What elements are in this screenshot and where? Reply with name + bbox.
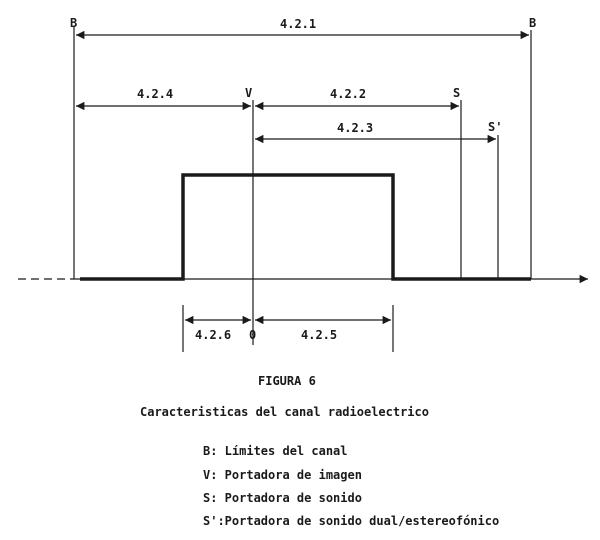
dim-label-424: 4.2.4: [137, 87, 174, 101]
label-zero: 0: [249, 328, 257, 342]
legend-item: S: Portadora de sonido: [203, 491, 362, 505]
label-s: S: [453, 86, 461, 100]
label-b-left: B: [70, 16, 78, 30]
legend-item: V: Portadora de imagen: [203, 468, 362, 482]
dim-label-423: 4.2.3: [337, 121, 374, 135]
label-s-prime: S': [488, 120, 503, 134]
dim-label-426: 4.2.6: [195, 328, 232, 342]
dim-label-422: 4.2.2: [330, 87, 367, 101]
figure-title: Caracteristicas del canal radioelectrico: [140, 405, 429, 419]
legend-item: S':Portadora de sonido dual/estereofónico: [203, 514, 500, 528]
label-v: V: [245, 86, 253, 100]
figure-number: FIGURA 6: [258, 374, 316, 388]
legend-item: B: Límites del canal: [203, 444, 348, 458]
dim-label-421: 4.2.1: [280, 17, 317, 31]
label-b-right: B: [529, 16, 537, 30]
dim-label-425: 4.2.5: [301, 328, 338, 342]
channel-spectrum: [80, 175, 531, 279]
